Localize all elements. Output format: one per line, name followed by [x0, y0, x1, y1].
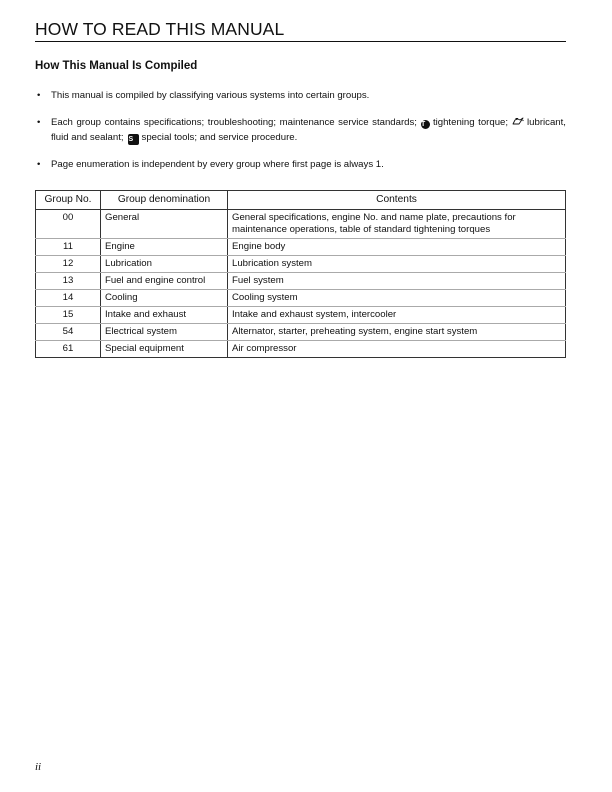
table-row [36, 273, 566, 290]
cell-contents: Fuel system [228, 273, 566, 290]
bullet-dot: • [37, 117, 41, 128]
cell-group-no: 12 [36, 256, 101, 273]
cell-group-no: 14 [36, 290, 101, 307]
torque-icon: T [421, 120, 430, 129]
cell-group-no: 15 [36, 307, 101, 324]
cell-group-no: 61 [36, 341, 101, 358]
header-contents: Contents [228, 191, 566, 210]
table-row [36, 324, 566, 341]
bullet-text-part-1: Each group contains specifications; troubleshooting; maintenance service standards; [51, 117, 417, 128]
cell-contents: General specifications, engine No. and name plate, precautions for maintenance operations, table of standard tightening torques [228, 210, 566, 239]
cell-contents: Cooling system [228, 290, 566, 307]
oil-can-icon [512, 116, 524, 126]
cell-contents: Engine body [228, 239, 566, 256]
table-row [36, 290, 566, 307]
table-row [36, 210, 566, 239]
bullet-item-3 [35, 157, 566, 172]
table-row [36, 307, 566, 324]
bullet-dot: • [37, 159, 41, 170]
page-number: ii [35, 761, 42, 773]
table-row [36, 239, 566, 256]
cell-group-name: Engine [101, 239, 228, 256]
page-title: HOW TO READ THIS MANUAL [35, 18, 566, 42]
cell-group-no: 13 [36, 273, 101, 290]
bullet-text-part-4: special tools; and service procedure. [141, 132, 298, 143]
cell-group-name: Cooling [101, 290, 228, 307]
cell-contents: Air compressor [228, 341, 566, 358]
cell-group-no: 00 [36, 210, 101, 239]
section-heading: How This Manual Is Compiled [35, 60, 198, 72]
bullet-dot: • [37, 90, 41, 101]
cell-group-name: General [101, 210, 228, 239]
bullet-item-1 [35, 88, 566, 103]
cell-group-no: 54 [36, 324, 101, 341]
bullet-text: This manual is compiled by classifying various systems into certain groups. [51, 90, 370, 101]
table-row [36, 256, 566, 273]
header-group-denomination: Group denomination [101, 191, 228, 210]
bullet-text: Page enumeration is independent by every group where first page is always 1. [51, 159, 384, 170]
cell-contents: Alternator, starter, preheating system, engine start system [228, 324, 566, 341]
group-table [35, 190, 566, 358]
cell-contents: Lubrication system [228, 256, 566, 273]
bullet-text [51, 115, 566, 145]
bullet-list [35, 88, 566, 184]
cell-group-name: Special equipment [101, 341, 228, 358]
cell-group-name: Electrical system [101, 324, 228, 341]
bullet-item-2 [35, 115, 566, 145]
cell-group-no: 11 [36, 239, 101, 256]
bullet-text-part-2: tightening torque; [432, 117, 509, 128]
table-row [36, 341, 566, 358]
cell-group-name: Intake and exhaust [101, 307, 228, 324]
cell-group-name: Lubrication [101, 256, 228, 273]
table-header-row [36, 191, 566, 210]
bullet-text-part-3: lubricant, fluid and sealant; [51, 117, 566, 143]
special-tool-icon: S [128, 134, 139, 145]
cell-group-name: Fuel and engine control [101, 273, 228, 290]
header-group-no: Group No. [36, 191, 101, 210]
cell-contents: Intake and exhaust system, intercooler [228, 307, 566, 324]
